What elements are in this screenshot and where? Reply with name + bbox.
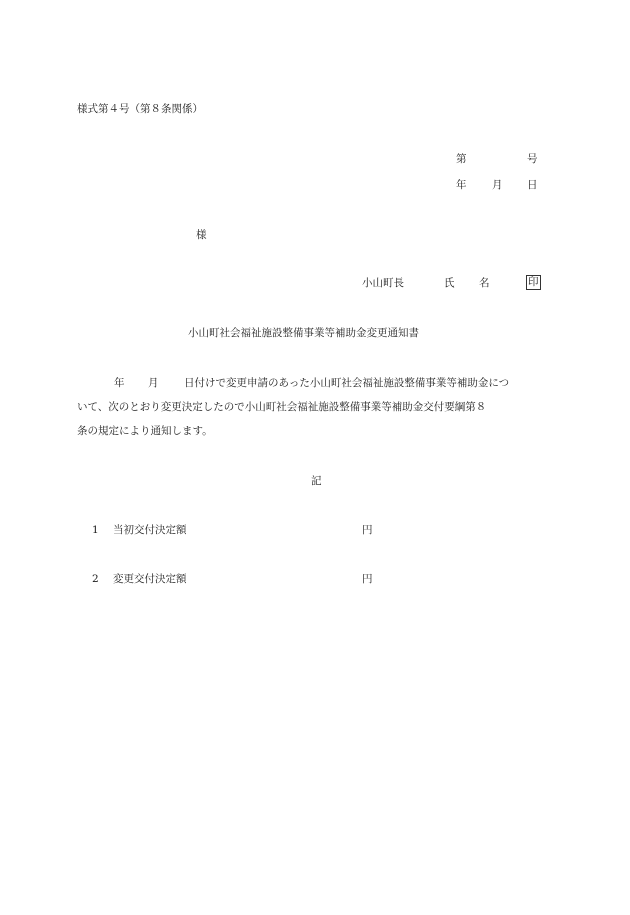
ki-heading: 記 [311, 475, 322, 487]
body-line-3: 条の規定により通知します。 [77, 425, 213, 437]
sender-name-label-1: 氏 [444, 277, 455, 289]
form-number: 様式第４号（第８条関係） [77, 103, 203, 115]
item-unit: 円 [362, 573, 373, 585]
doc-number-prefix: 第 [456, 153, 467, 165]
item-number: 1 [92, 524, 99, 536]
body-month: 月 [148, 377, 159, 389]
item-label: 変更交付決定額 [113, 573, 187, 585]
date-year: 年 [456, 179, 467, 191]
item-number: 2 [92, 573, 99, 585]
item-unit: 円 [362, 524, 373, 536]
seal-box: 印 [528, 276, 539, 288]
addressee-suffix: 様 [196, 229, 207, 241]
date-day: 日 [527, 179, 538, 191]
body-line-1: 日付けで変更申請のあった小山町社会福祉施設整備事業等補助金につ [184, 377, 510, 389]
body-year: 年 [114, 377, 125, 389]
date-month: 月 [492, 179, 503, 191]
body-line-2: いて、次のとおり変更決定したので小山町社会福祉施設整備事業等補助金交付要綱第８ [77, 401, 487, 413]
sender-title: 小山町長 [362, 277, 404, 289]
item-label: 当初交付決定額 [113, 524, 187, 536]
doc-number-suffix: 号 [527, 153, 538, 165]
document-title: 小山町社会福祉施設整備事業等補助金変更通知書 [188, 327, 419, 339]
seal-box-wrapper [526, 275, 541, 290]
sender-name-label-2: 名 [479, 277, 490, 289]
